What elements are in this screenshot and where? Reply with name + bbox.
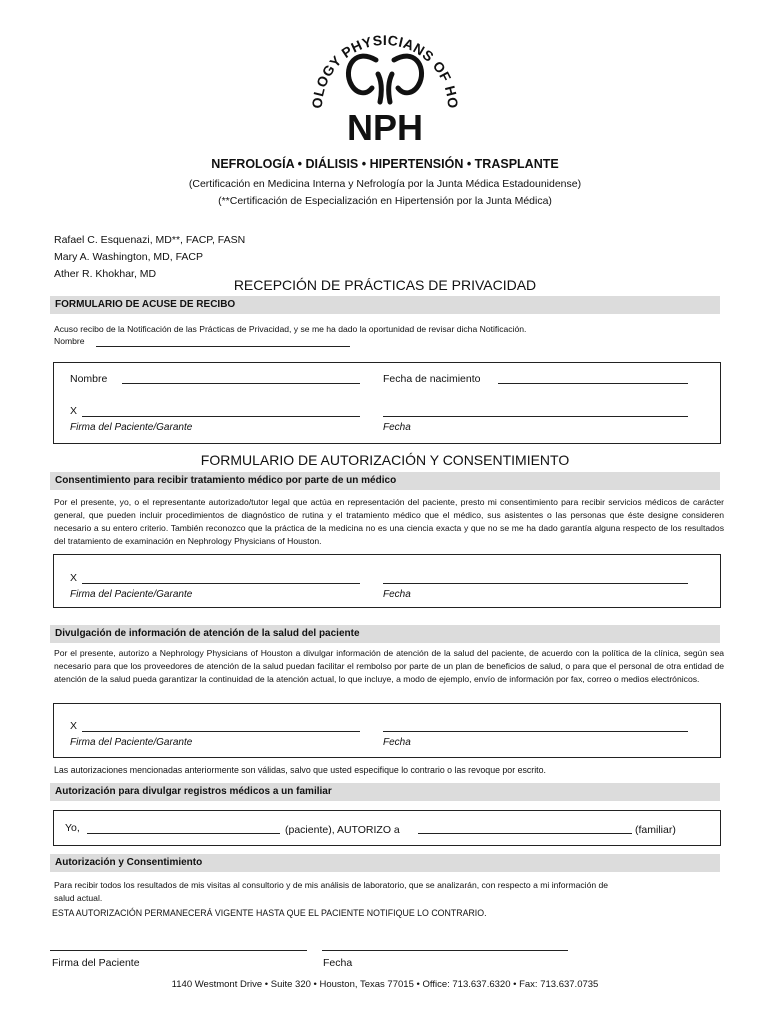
- signature-label: Firma del Paciente/Garante: [70, 422, 193, 433]
- signature-line[interactable]: [82, 731, 360, 732]
- patient-signature-label: Firma del Paciente: [52, 957, 140, 969]
- logo-mark: NPH: [346, 107, 424, 148]
- privacy-title: RECEPCIÓN DE PRÁCTICAS DE PRIVACIDAD: [233, 277, 537, 293]
- consent-bar: Consentimiento para recibir tratamiento médico por parte de un médico: [50, 472, 720, 490]
- date-line[interactable]: [383, 731, 688, 732]
- ack-name-line[interactable]: [96, 346, 350, 347]
- results-paragraph: Para recibir todos los resultados de mis visitas al consultorio y de mis análisis de laboratorio, que se analizarán, con respecto a mi información de salud actual.: [54, 880, 609, 903]
- logo-arc-text: OLOGY PHYSICIANS OF HO: [308, 31, 462, 110]
- box-name-label: Nombre: [70, 373, 108, 385]
- cert-line-2: (**Certificación de Especialización en Hipertensión por la Junta Médica): [218, 195, 552, 207]
- date-line[interactable]: [383, 583, 688, 584]
- birthdate-label: Fecha de nacimiento: [383, 373, 481, 385]
- signature-label: Firma del Paciente/Garante: [70, 589, 193, 600]
- x-mark: X: [70, 720, 78, 732]
- family-release-bar: Autorización para divulgar registros médicos a un familiar: [50, 783, 720, 801]
- kidney-icon: [348, 56, 421, 102]
- birthdate-line[interactable]: [498, 383, 688, 384]
- nph-logo: [300, 18, 470, 148]
- date-label: Fecha: [383, 737, 411, 748]
- doctor-2: Mary A. Washington, MD, FACP: [54, 251, 203, 263]
- specialties-heading: NEFROLOGÍA • DIÁLISIS • HIPERTENSIÓN • TRASPLANTE: [211, 157, 559, 171]
- doctor-3: Ather R. Khokhar, MD: [54, 268, 157, 280]
- date-label: Fecha: [383, 422, 411, 433]
- signature-line[interactable]: [82, 583, 360, 584]
- date-label: Fecha: [383, 589, 411, 600]
- x-mark: X: [70, 405, 78, 417]
- disclosure-paragraph: Por el presente, autorizo a Nephrology Physicians of Houston a divulgar información de atención de la salud del paciente, de acuerdo con la política de la clínica, según sea necesario para que los proveedores de atención de la salud puedan facilitar el rembolso por parte de un plan de beneficios de salud, o para que el personal de otra entidad de atención de la salud pueda garantizar la continuidad de la atención actual, lo que incluye, a modo de ejemplo, envío de información por fax, correo o medios electrónicos.: [54, 648, 724, 684]
- doctor-1: Rafael C. Esquenazi, MD**, FACP, FASN: [54, 234, 246, 246]
- patient-name-line[interactable]: [87, 833, 280, 834]
- auth-consent-bar: Autorización y Consentimiento: [50, 854, 720, 872]
- auth-title: FORMULARIO DE AUTORIZACIÓN Y CONSENTIMIENTO: [200, 452, 570, 468]
- patient-signature-line[interactable]: [50, 950, 307, 951]
- family-name-line[interactable]: [418, 833, 632, 834]
- date-line[interactable]: [383, 416, 688, 417]
- ack-form-bar: FORMULARIO DE ACUSE DE RECIBO: [50, 296, 720, 314]
- validity-text: Las autorizaciones mencionadas anteriormente son válidas, salvo que usted especifique lo contrario o las revoque por escrito.: [54, 765, 546, 775]
- patient-date-label: Fecha: [323, 957, 353, 969]
- validity-statement: ESTA AUTORIZACIÓN PERMANECERÁ VIGENTE HASTA QUE EL PACIENTE NOTIFIQUE LO CONTRARIO.: [52, 908, 487, 918]
- footer-address: 1140 Westmont Drive • Suite 320 • Houston, Texas 77015 • Office: 713.637.6320 • Fax: 713.637.0735: [171, 979, 599, 990]
- box-name-line[interactable]: [122, 383, 360, 384]
- ack-text: Acuso recibo de la Notificación de las Prácticas de Privacidad, y se me ha dado la oportunidad de revisar dicha Notificación.: [54, 324, 527, 334]
- consent-paragraph: Por el presente, yo, o el representante autorizado/tutor legal que actúa en representación del paciente, presto mi consentimiento para recibir servicios médicos de carácter general, que pueden incluir procedimientos de diagnóstico de rutina y el tratamiento médico que el médico, sus asistentes o las personas que éste designe consideren necesario a su entero criterio. También reconozco que la práctica de la medicina no es una ciencia exacta y que no se me ha dado garantía alguna respecto de los resultados del tratamiento de examinación en Nephrology Physicians of Houston.: [54, 497, 724, 546]
- familiar-label: (familiar): [635, 824, 676, 836]
- cert-line-1: (Certificación en Medicina Interna y Nefrología por la Junta Médica Estadounidense): [188, 178, 582, 190]
- patient-date-line[interactable]: [322, 950, 568, 951]
- signature-label: Firma del Paciente/Garante: [70, 737, 193, 748]
- signature-line[interactable]: [82, 416, 360, 417]
- paciente-label: (paciente), AUTORIZO a: [285, 824, 400, 836]
- ack-name-label: Nombre: [54, 336, 85, 346]
- disclosure-bar: Divulgación de información de atención de la salud del paciente: [50, 625, 720, 643]
- x-mark: X: [70, 572, 78, 584]
- yo-label: Yo,: [65, 822, 80, 834]
